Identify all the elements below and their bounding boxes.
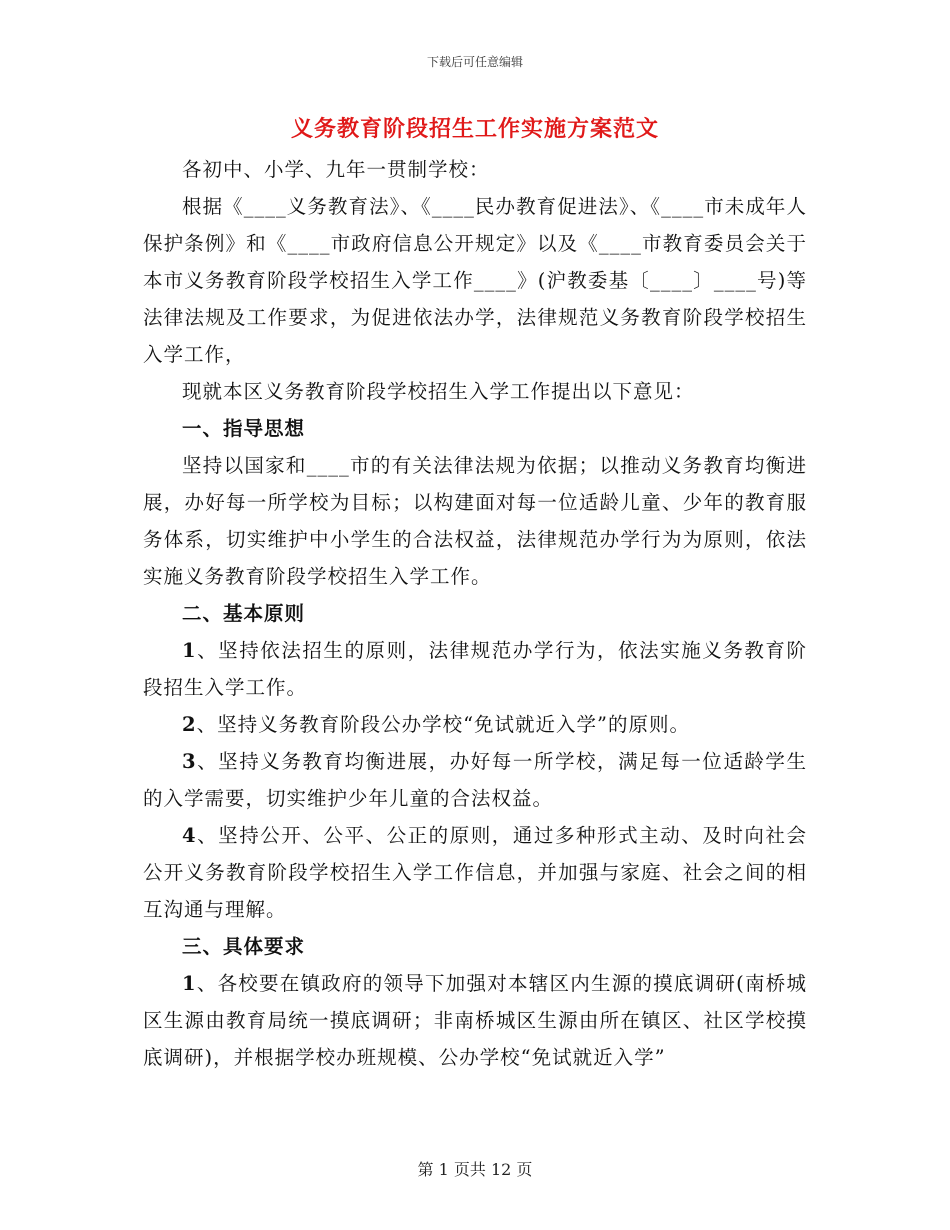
principle-item-number: 3: [182, 750, 197, 773]
salutation-paragraph: 各初中、小学、九年一贯制学校：: [182, 158, 490, 181]
page-number-footer: 第 1 页共 12 页: [417, 1160, 533, 1179]
section-body-guiding-thought: 坚持以国家和____市的有关法律法规为依据；以推动义务教育均衡进展，办好每一所学校为目标；以构建面对每一位适龄儿童、少年的教育服务体系，切实维护中小学生的合法权益，法律规范办学行为为原则，依法实施义务教育阶段学校招生入学工作。: [143, 454, 807, 588]
document-title: 义务教育阶段招生工作实施方案范文: [290, 116, 659, 142]
page-header-note: 下载后可任意编辑: [426, 55, 523, 69]
principle-item-3: [143, 743, 807, 817]
principle-item-text: 、坚持公开、公平、公正的原则，通过多种形式主动、及时向社会公开义务教育阶段学校招生入学工作信息，并加强与家庭、社会之间的相互沟通与理解。: [143, 824, 807, 921]
requirement-item-text: 、各校要在镇政府的领导下加强对本辖区内生源的摸底调研(南桥城区生源由教育局统一摸底调研；非南桥城区生源由所在镇区、社区学校摸底调研)，并根据学校办班规模、公办学校“免试就近入学”: [143, 972, 807, 1069]
requirement-item-number: 1: [182, 972, 197, 995]
intro-paragraph: 现就本区义务教育阶段学校招生入学工作提出以下意见：: [182, 380, 695, 403]
principle-item-text: 、坚持义务教育阶段公办学校“免试就近入学”的原则。: [196, 713, 691, 736]
document-body: [143, 151, 807, 1076]
principle-item-text: 、坚持义务教育均衡进展，办好每一所学校，满足每一位适龄学生的入学需要，切实维护少年儿童的合法权益。: [143, 750, 807, 810]
basis-paragraph: 根据《____义务教育法》、《____民办教育促进法》、《____市未成年人保护条例》和《____市政府信息公开规定》以及《____市教育委员会关于本市义务教育阶段学校招生入学工作____》(沪教委基〔____〕____号)等法律法规及工作要求，为促进依法办学，法律规范义务教育阶段学校招生入学工作，: [143, 195, 807, 366]
principle-item-number: 4: [182, 824, 197, 847]
principle-item-4: [143, 817, 807, 928]
principle-item-number: 2: [182, 713, 197, 736]
principle-item-text: 、坚持依法招生的原则，法律规范办学行为，依法实施义务教育阶段招生入学工作。: [143, 639, 807, 699]
section-heading-guiding-thought: 一、指导思想: [182, 417, 306, 440]
principle-item-number: 1: [182, 639, 197, 662]
section-heading-specific-requirements: 三、具体要求: [182, 935, 306, 958]
requirement-item-1: [143, 965, 807, 1076]
principle-item-2: [143, 706, 807, 743]
principle-item-1: [143, 632, 807, 706]
section-heading-basic-principles: 二、基本原则: [182, 602, 306, 625]
